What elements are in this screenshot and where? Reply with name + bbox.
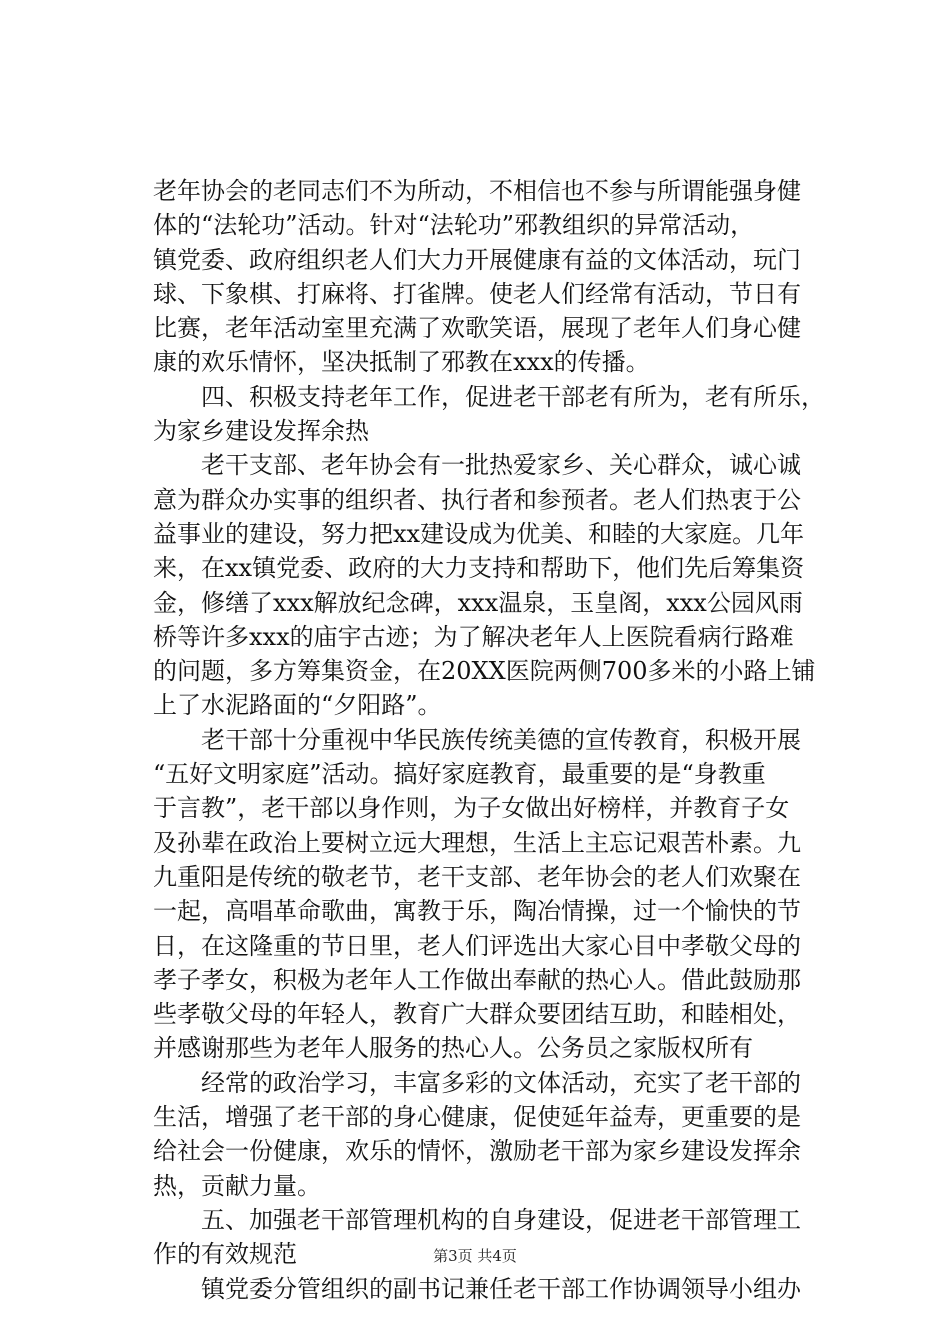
text-line: 五、加强老干部管理机构的自身建设，促进老干部管理工 <box>153 1205 801 1234</box>
paragraph <box>153 1272 853 1306</box>
page-footer: 第3页 共4页 <box>433 1247 517 1265</box>
paragraph <box>153 1066 853 1203</box>
text-line: 一起，高唱革命歌曲，寓教于乐，陶冶情操，过一个愉快的节 <box>153 897 801 926</box>
text-line: 作的有效规范 <box>153 1240 297 1269</box>
paragraph <box>153 448 853 722</box>
text-line: 经常的政治学习，丰富多彩的文体活动，充实了老干部的 <box>153 1068 801 1097</box>
text-line: 老干支部、老年协会有一批热爱家乡、关心群众，诚心诚 <box>153 451 801 480</box>
document-body <box>153 174 853 1306</box>
text-line: 康的欢乐情怀，坚决抵制了邪教在xxx的传播。 <box>153 348 650 377</box>
text-line: 体的“法轮功”活动。针对“法轮功”邪教组织的异常活动， <box>153 211 755 240</box>
text-line: 给社会一份健康，欢乐的情怀，激励老干部为家乡建设发挥余 <box>153 1137 801 1166</box>
text-line: 镇党委、政府组织老人们大力开展健康有益的文体活动，玩门 <box>153 245 801 274</box>
text-line: 九重阳是传统的敬老节，老干支部、老年协会的老人们欢聚在 <box>153 862 801 891</box>
text-line: 并感谢那些为老年人服务的热心人。公务员之家版权所有 <box>153 1034 753 1063</box>
text-line: 的问题，多方筹集资金，在20XX医院两侧700多米的小路上铺 <box>153 657 816 686</box>
text-line: 益事业的建设，努力把xx建设成为优美、和睦的大家庭。几年 <box>153 519 805 548</box>
text-line: 金，修缮了xxx解放纪念碑，xxx温泉，玉皇阁，xxx公园风雨 <box>153 588 803 617</box>
text-line: “五好文明家庭”活动。搞好家庭教育，最重要的是“身教重 <box>153 760 766 789</box>
text-line: 桥等许多xxx的庙宇古迹；为了解决老年人上医院看病行路难 <box>153 622 794 651</box>
text-line: 为家乡建设发挥余热 <box>153 417 369 446</box>
text-line: 日，在这隆重的节日里，老人们评选出大家心目中孝敬父母的 <box>153 931 801 960</box>
text-line: 老年协会的老同志们不为所动，不相信也不参与所谓能强身健 <box>153 177 801 205</box>
text-line: 些孝敬父母的年轻人，教育广大群众要团结互助，和睦相处， <box>153 1000 801 1029</box>
text-line: 球、下象棋、打麻将、打雀牌。使老人们经常有活动，节日有 <box>153 279 801 308</box>
text-line: 热，贡献力量。 <box>153 1171 321 1200</box>
text-line: 老干部十分重视中华民族传统美德的宣传教育，积极开展 <box>153 725 801 754</box>
text-line: 生活，增强了老干部的身心健康，促使延年益寿，更重要的是 <box>153 1103 801 1132</box>
text-line: 来，在xx镇党委、政府的大力支持和帮助下，他们先后筹集资 <box>153 554 805 583</box>
text-line: 孝子孝女，积极为老年人工作做出奉献的热心人。借此鼓励那 <box>153 965 801 994</box>
text-line: 及孙辈在政治上要树立远大理想，生活上主忘记艰苦朴素。九 <box>153 828 801 857</box>
paragraph <box>153 723 853 1066</box>
text-line: 于言教”，老干部以身作则，为子女做出好榜样，并教育子女 <box>153 794 790 823</box>
text-line: 四、积极支持老年工作，促进老干部老有所为，老有所乐， <box>153 382 825 411</box>
paragraph <box>153 174 853 380</box>
text-line: 上了水泥路面的“夕阳路”。 <box>153 691 442 720</box>
paragraph <box>153 380 853 449</box>
text-line: 镇党委分管组织的副书记兼任老干部工作协调领导小组办 <box>153 1274 801 1303</box>
text-line: 比赛，老年活动室里充满了欢歌笑语，展现了老年人们身心健 <box>153 314 801 343</box>
text-line: 意为群众办实事的组织者、执行者和参预者。老人们热衷于公 <box>153 485 801 514</box>
